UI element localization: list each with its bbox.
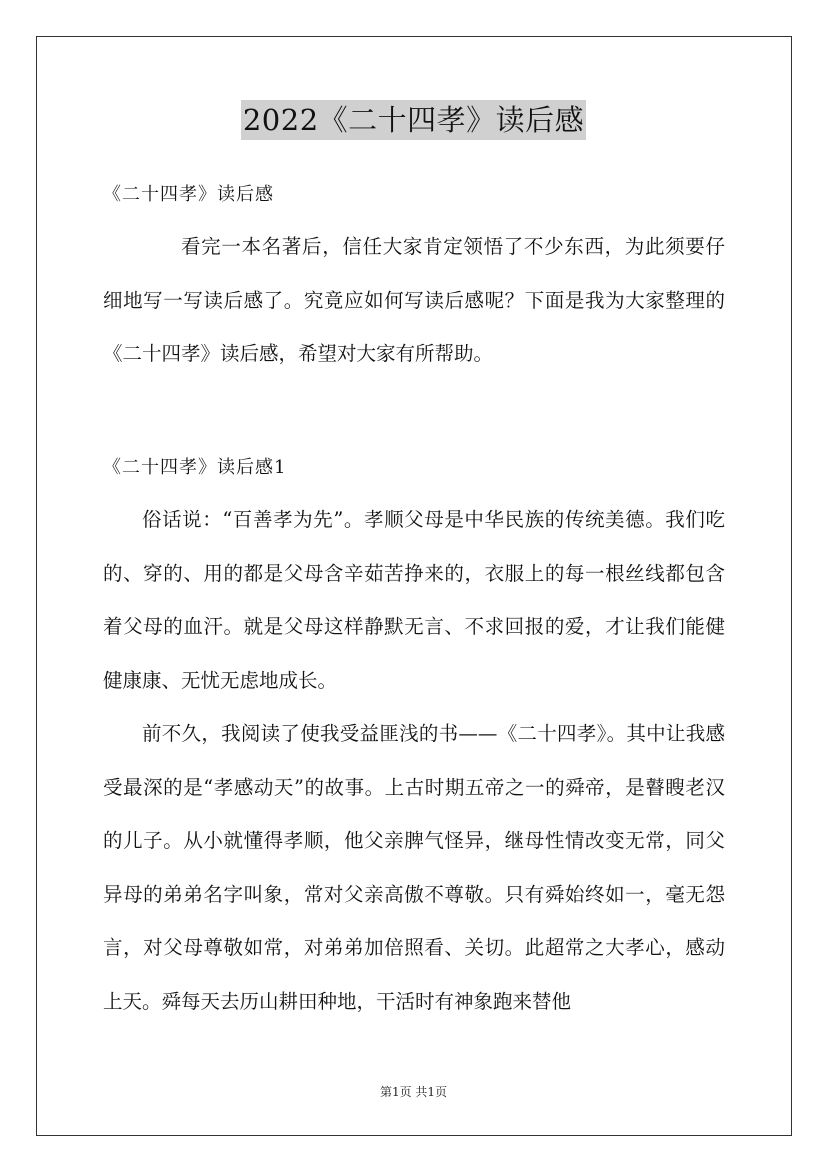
- essay-paragraph: 俗话说：“百善孝为先”。孝顺父母是中华民族的传统美德。我们吃的、穿的、用的都是父母含辛茹苦挣来的，衣服上的每一根丝线都包含着父母的血汗。就是父母这样静默无言、不求回报的爱，才让我们能健健康康、无忧无虑地成长。: [103, 508, 725, 692]
- intro-section: [103, 220, 725, 381]
- essay-paragraph: 前不久，我阅读了使我受益匪浅的书——《二十四孝》。其中让我感受最深的是“孝感动天”的故事。上古时期五帝之一的舜帝，是瞽瞍老汉的儿子。从小就懂得孝顺，他父亲脾气怪异，继母性情改变无常，同父异母的弟弟名字叫象，常对父亲高傲不尊敬。只有舜始终如一，毫无怨言，对父母尊敬如常，对弟弟加倍照看、关切。此超常之大孝心，感动上天。舜每天去历山耕田种地，干活时有神象跑来替他: [103, 722, 725, 1013]
- subtitle-intro: 《二十四孝》读后感: [103, 184, 274, 205]
- title-container: [0, 100, 827, 140]
- intro-paragraph: 看完一本名著后，信任大家肯定领悟了不少东西，为此须要仔细地写一写读后感了。究竟应如何写读后感呢？下面是我为大家整理的《二十四孝》读后感，希望对大家有所帮助。: [103, 235, 725, 365]
- essay-1-body: [103, 493, 725, 1028]
- page-footer: 第1页 共1页: [379, 1085, 448, 1099]
- document-title: 2022《二十四孝》读后感: [241, 100, 586, 140]
- subtitle-essay-1: 《二十四孝》读后感1: [103, 457, 287, 478]
